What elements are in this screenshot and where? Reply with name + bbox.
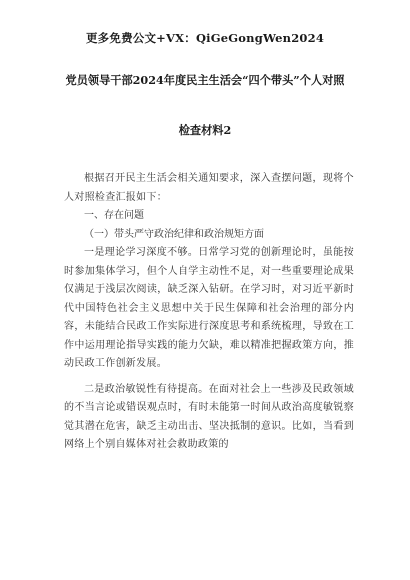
paragraph-gap (64, 374, 354, 381)
section-heading-problems: 一、存在问题 (84, 210, 144, 221)
document-title-line-2: 检查材料2 (178, 123, 232, 137)
paragraph-political-sensitivity: 二是政治敏锐性有待提高。在面对社会上一些涉及民政领域的不当言论或错误观点时，有时未能第一时间从政治高度敏锐察觉其潜在危害，缺乏主动出击、坚决抵制的意识。比如，当看到网络上个别自媒体对社会救助政策的 (64, 383, 354, 450)
promo-header: 更多免费公文+VX：QiGeGongWen2024 (85, 31, 325, 45)
subsection-heading-discipline: （一）带头严守政治纪律和政治规矩方面 (84, 228, 264, 240)
intro-paragraph: 根据召开民主生活会相关通知要求，深入查摆问题，现将个人对照检查汇报如下： (64, 173, 354, 203)
document-title-line-1: 党员领导干部2024年度民主生活会“四个带头”个人对照 (65, 73, 345, 87)
paragraph-theory-study: 一是理论学习深度不够。日常学习党的创新理论时，虽能按时参加集体学习，但个人自学主动性不足，对一些重要理论成果仅满足于浅层次阅读，缺乏深入钻研。在学习时，对习近平新时代中国特色社会主义思想中关于民生保障和社会治理的部分内容，未能结合民政工作实际进行深度思考和系统梳理，导致在工作中运用理论指导实践的能力欠缺，难以精准把握政策方向，推动民政工作创新发展。 (64, 247, 354, 369)
document-body (64, 170, 354, 455)
